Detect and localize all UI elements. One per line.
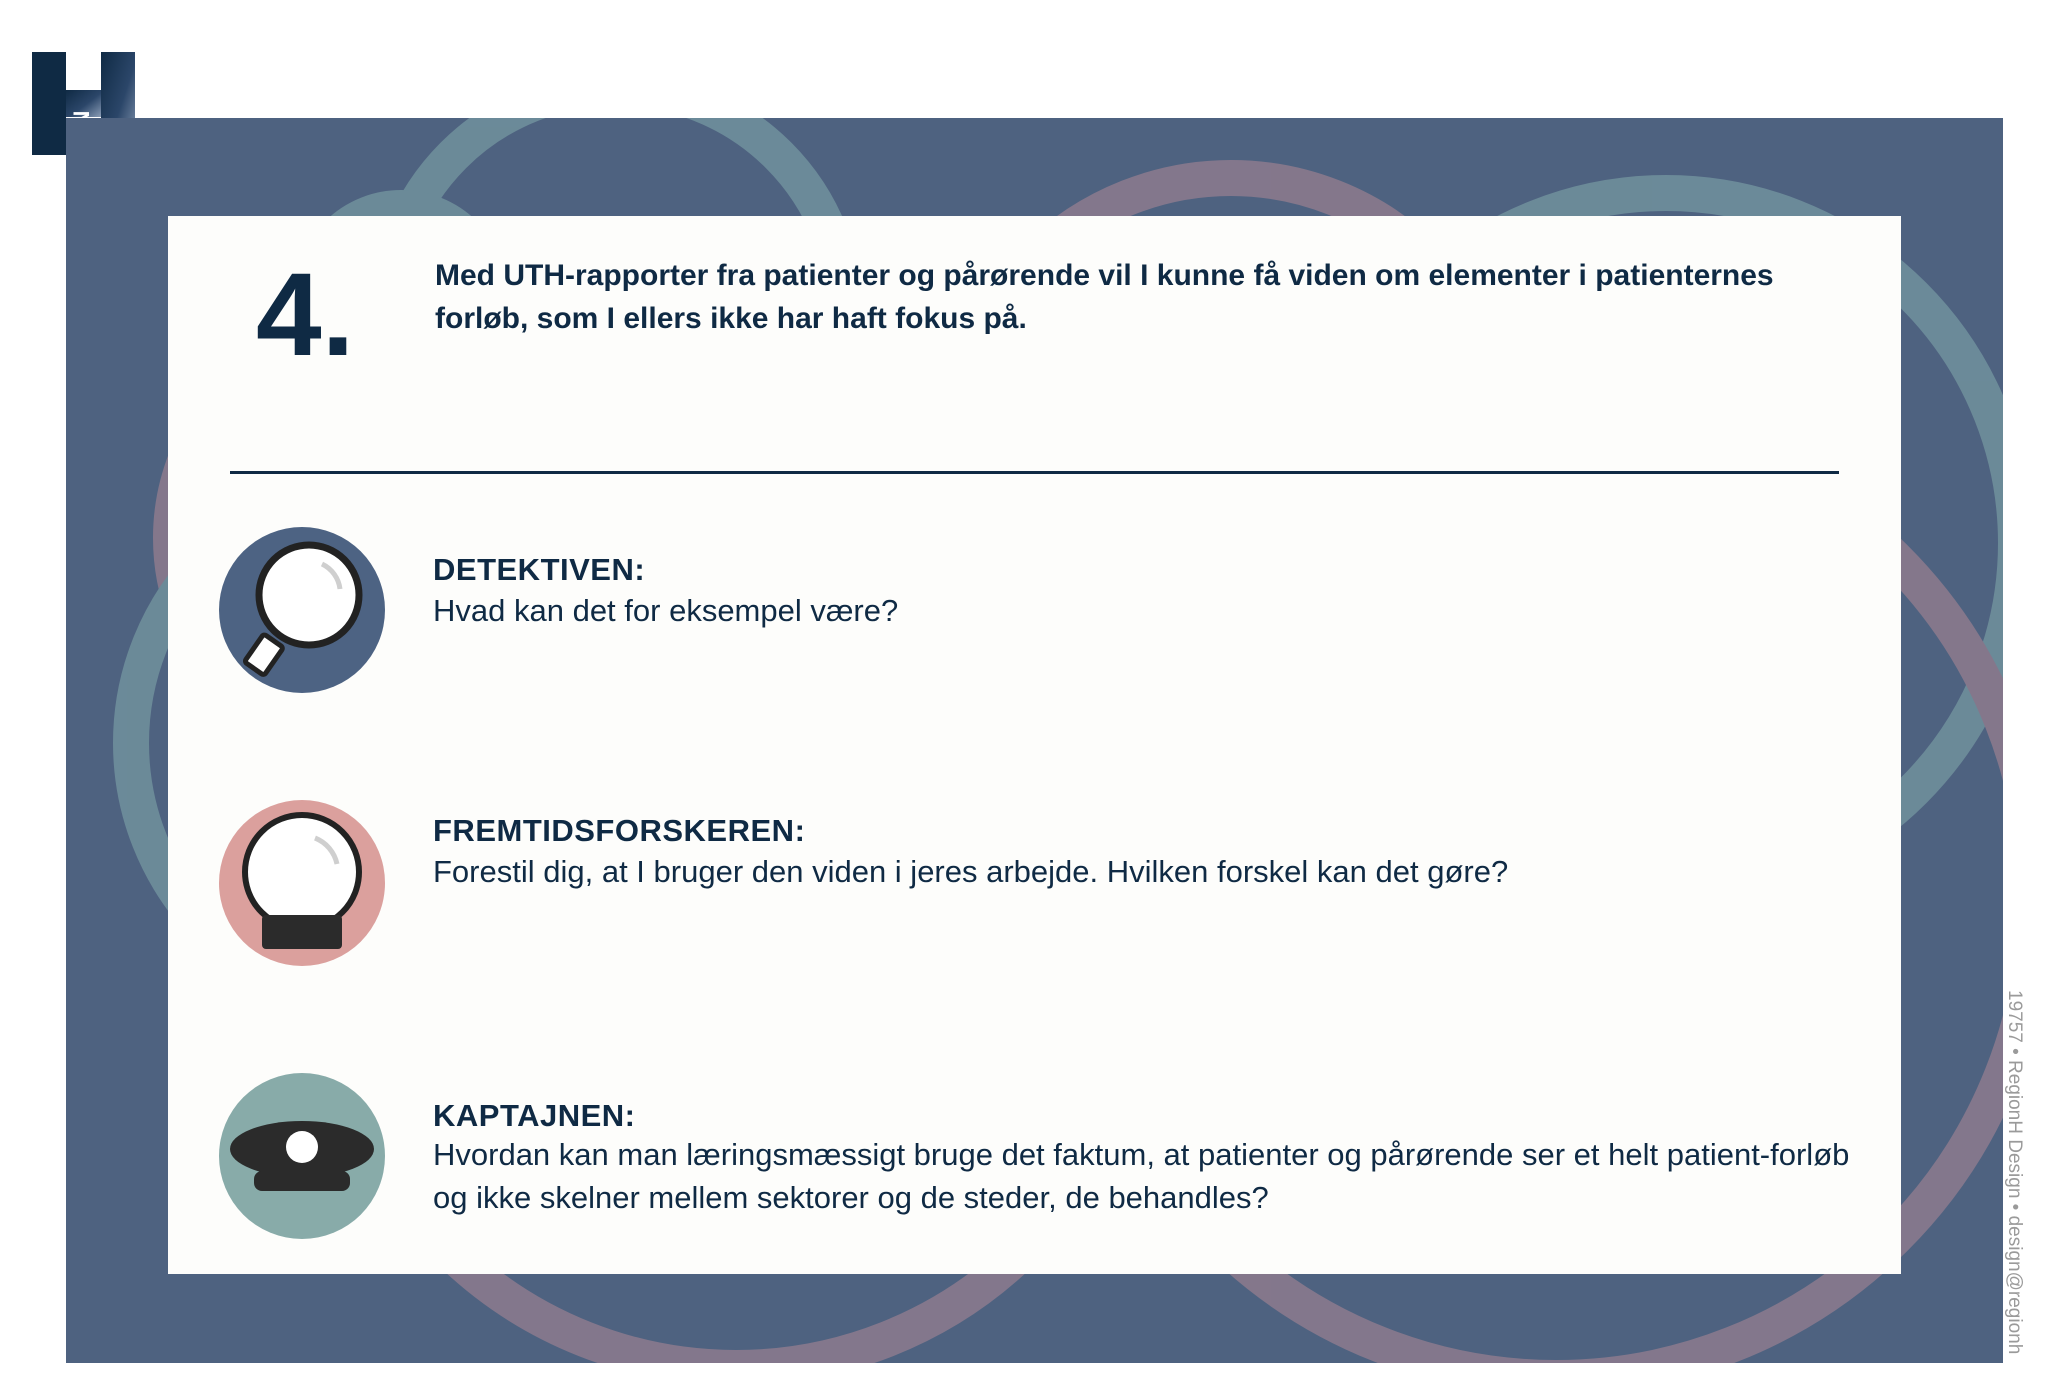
role-title-fremtidsforskeren: FREMTIDSFORSKEREN: (433, 813, 806, 848)
crystal-ball-icon (219, 800, 385, 966)
role-question-detektiven: Hvad kan det for eksempel være? (433, 593, 899, 628)
content-card (168, 216, 1901, 1274)
design-credit: 19757 • RegionH Design • design@regionh (2004, 990, 2025, 1355)
magnifying-glass-icon (219, 527, 385, 693)
role-title-kaptajnen: KAPTAJNEN: (433, 1098, 636, 1133)
card-intro-text: Med UTH-rapporter fra patienter og pårørende vil I kunne få viden om elementer i patienternes forløb, som I ellers ikke har haft fokus på. (435, 259, 1774, 335)
captain-hat-icon (219, 1073, 385, 1239)
divider (230, 471, 1839, 474)
role-question-fremtidsforskeren: Forestil dig, at I bruger den viden i jeres arbejde. Hvilken forskel kan det gøre? (433, 854, 1509, 889)
card-number: 4. (256, 249, 355, 381)
role-question-kaptajnen: Hvordan kan man læringsmæssigt bruge det faktum, at patienter og pårørende ser et helt patient-forløb og ikke skelner mellem sektorer og de steder, de behandles? (433, 1137, 1850, 1215)
role-title-detektiven: DETEKTIVEN: (433, 552, 646, 587)
